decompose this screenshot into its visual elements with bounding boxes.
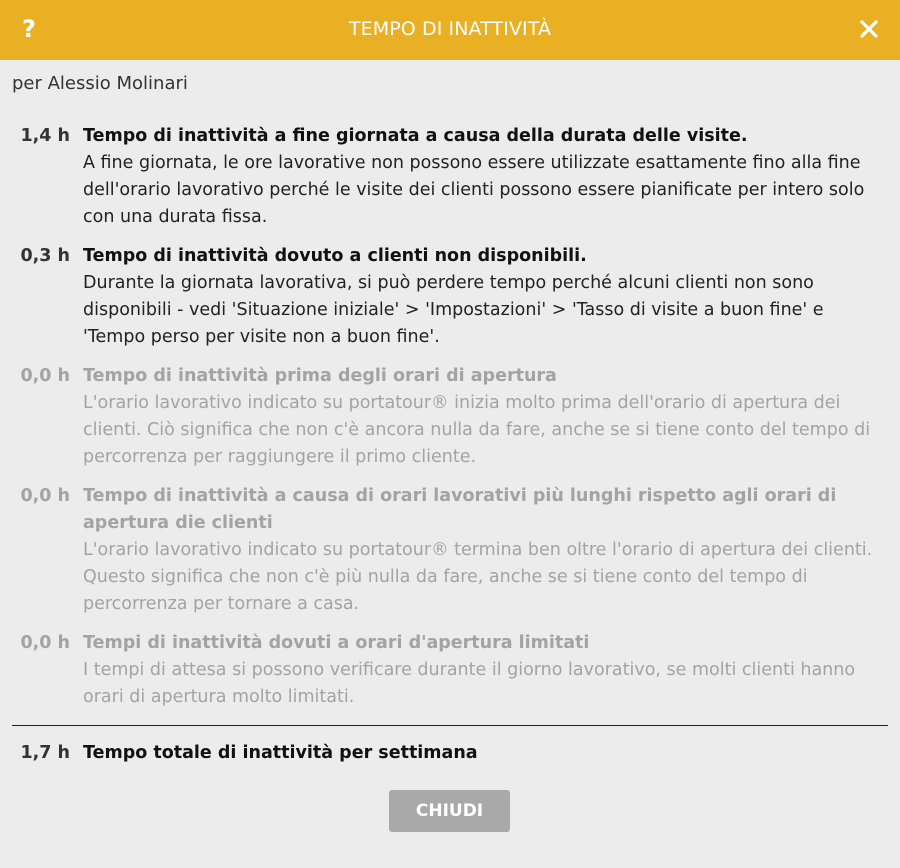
dialog-header bbox=[0, 0, 900, 60]
idle-item-title: Tempo di inattività a fine giornata a causa della durata delle visite. bbox=[83, 126, 748, 146]
idle-item-hours: 0,0 h bbox=[20, 366, 70, 386]
idle-item-description: A fine giornata, le ore lavorative non possono essere utilizzate esattamente fino alla fine dell'orario lavorativo perché le visite dei clienti possono essere pianificate per intero solo con una durata fissa. bbox=[83, 153, 865, 227]
idle-item-title: Tempo di inattività prima degli orari di apertura bbox=[83, 366, 557, 386]
idle-item-description: Durante la giornata lavorativa, si può perdere tempo perché alcuni clienti non sono disponibili - vedi 'Situazione iniziale' > 'Impostazioni' > 'Tasso di visite a buon fine' e 'Tempo perso per visite non a buon fine'. bbox=[83, 273, 824, 347]
idle-item-before-opening bbox=[0, 363, 900, 471]
total-row bbox=[0, 740, 900, 768]
idle-item-title: Tempo di inattività dovuto a clienti non disponibili. bbox=[83, 246, 587, 266]
idle-item-limited-opening bbox=[0, 630, 900, 711]
close-button[interactable]: CHIUDI bbox=[389, 790, 510, 832]
idle-item-description: I tempi di attesa si possono verificare durante il giorno lavorativo, se molti clienti hanno orari di apertura molto limitati. bbox=[83, 660, 856, 707]
total-hours: 1,7 h bbox=[20, 743, 70, 763]
user-subtitle: per Alessio Molinari bbox=[12, 73, 188, 94]
idle-item-title: Tempo di inattività a causa di orari lavorativi più lunghi rispetto agli orari di apertura die clienti bbox=[83, 486, 837, 533]
idle-item-end-of-day bbox=[0, 123, 900, 231]
close-x-button[interactable] bbox=[856, 14, 882, 44]
idle-item-description: L'orario lavorativo indicato su portatour® termina ben oltre l'orario di apertura dei clienti. Questo significa che non c'è più nulla da fare, anche se si tiene conto del tempo di percorrenza per tornare a casa. bbox=[83, 540, 873, 614]
idle-item-hours: 0,0 h bbox=[20, 633, 70, 653]
idle-item-hours: 0,3 h bbox=[20, 246, 70, 266]
dialog-title: TEMPO DI INATTIVITÀ bbox=[348, 18, 552, 40]
total-divider bbox=[12, 725, 888, 726]
close-icon bbox=[856, 14, 882, 44]
idle-time-list bbox=[0, 123, 900, 723]
idle-item-description: L'orario lavorativo indicato su portatour® inizia molto prima dell'orario di apertura dei clienti. Ciò significa che non c'è ancora nulla da fare, anche se si tiene conto del tempo di percorrenza per raggiungere il primo cliente. bbox=[83, 393, 871, 467]
idle-item-title: Tempi di inattività dovuti a orari d'apertura limitati bbox=[83, 633, 590, 653]
total-label: Tempo totale di inattività per settimana bbox=[83, 743, 478, 763]
question-icon: ? bbox=[22, 15, 36, 43]
idle-item-hours: 0,0 h bbox=[20, 486, 70, 506]
idle-item-unavailable-clients bbox=[0, 243, 900, 351]
idle-item-longer-hours bbox=[0, 483, 900, 618]
idle-item-hours: 1,4 h bbox=[20, 126, 70, 146]
